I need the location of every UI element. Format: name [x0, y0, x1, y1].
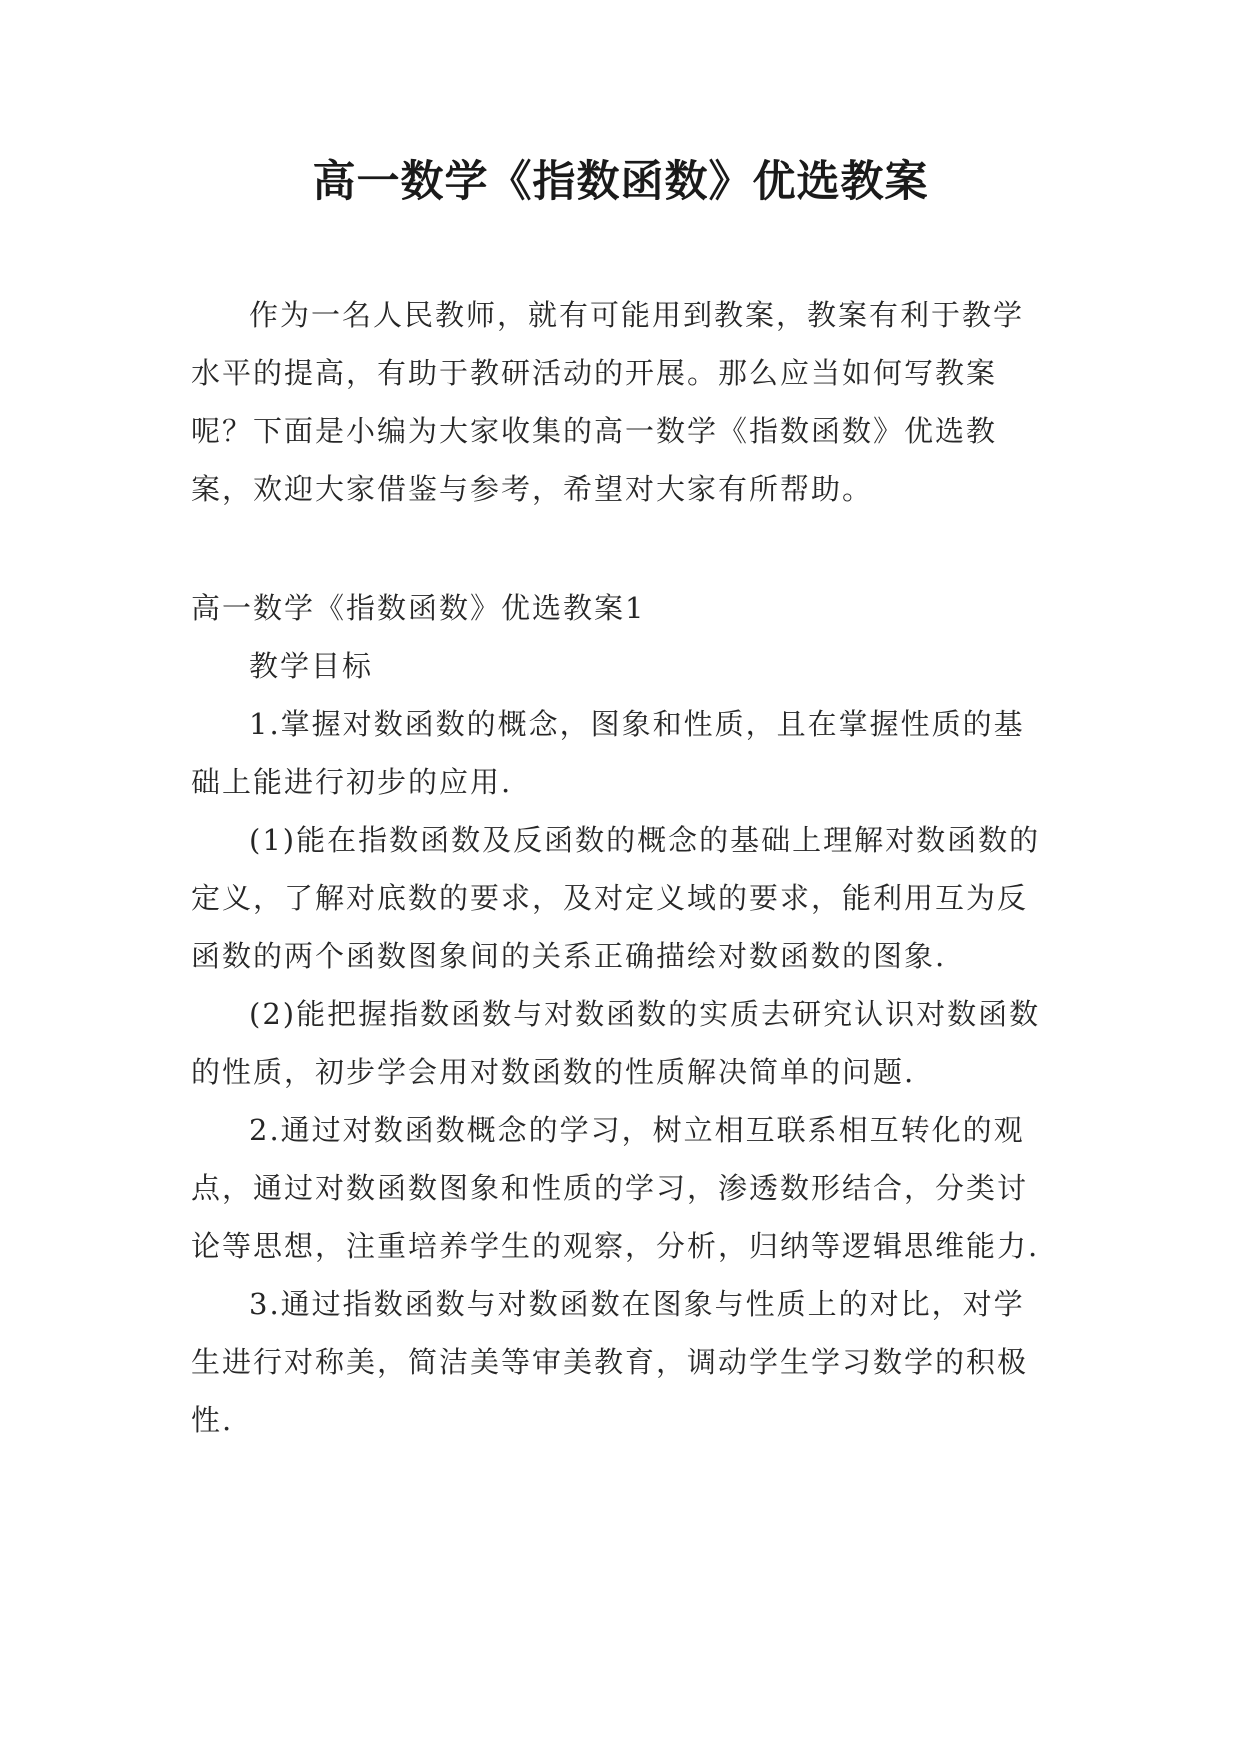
lesson-plan-section [191, 579, 1051, 1449]
goal-paragraph-3: 3.通过指数函数与对数函数在图象与性质上的对比，对学生进行对称美，简洁美等审美教育，调动学生学习数学的积极性. [191, 1287, 1029, 1437]
goal-paragraph-1-2: (2)能把握指数函数与对数函数的实质去研究认识对数函数的性质，初步学会用对数函数的性质解决简单的问题. [191, 997, 1041, 1089]
document-title: 高一数学《指数函数》优选教案 [312, 157, 929, 207]
section-heading: 高一数学《指数函数》优选教案1 [191, 591, 646, 625]
goal-paragraph-1: 1.掌握对数函数的概念，图象和性质，且在掌握性质的基础上能进行初步的应用. [191, 707, 1025, 799]
goal-paragraph-2: 2.通过对数函数概念的学习，树立相互联系相互转化的观点，通过对数函数图象和性质的学习，渗透数形结合，分类讨论等思想，注重培养学生的观察，分析，归纳等逻辑思维能力. [191, 1113, 1040, 1263]
subheading-teaching-goals: 教学目标 [249, 649, 374, 683]
intro-paragraph: 作为一名人民教师，就有可能用到教案，教案有利于教学水平的提高，有助于教研活动的开展。那么应当如何写教案呢？下面是小编为大家收集的高一数学《指数函数》优选教案，欢迎大家借鉴与参考，希望对大家有所帮助。 [191, 298, 1025, 506]
goal-paragraph-1-1: (1)能在指数函数及反函数的概念的基础上理解对数函数的定义，了解对底数的要求，及对定义域的要求，能利用互为反函数的两个函数图象间的关系正确描绘对数函数的图象. [191, 823, 1041, 973]
intro-block [191, 286, 1051, 518]
